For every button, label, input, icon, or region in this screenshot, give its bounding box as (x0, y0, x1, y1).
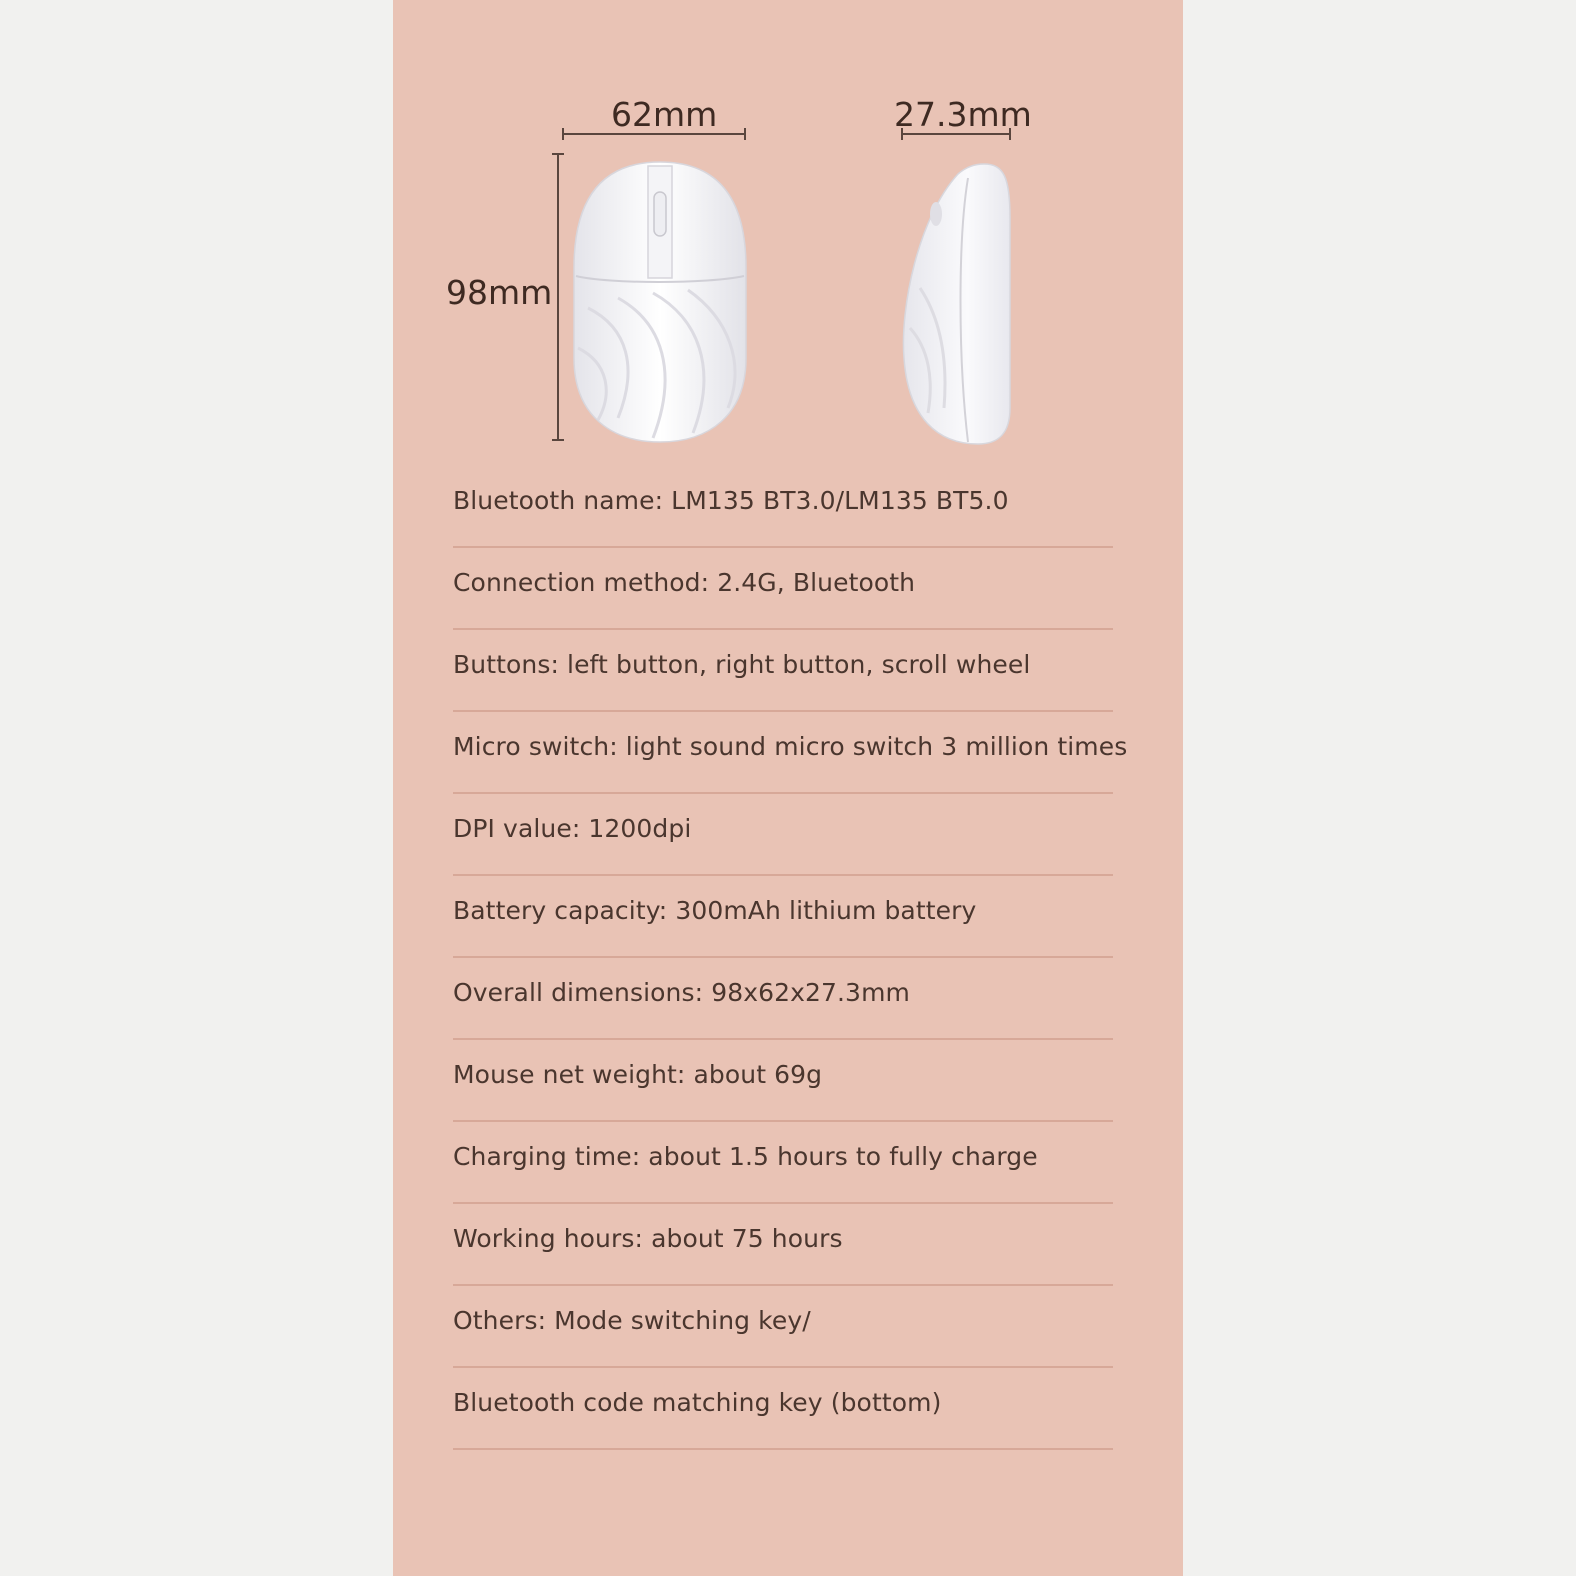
dimension-lines (0, 0, 1576, 460)
spec-row (453, 1368, 1113, 1450)
spec-text: Overall dimensions: 98x62x27.3mm (453, 978, 910, 1007)
spec-text: Others: Mode switching key/ (453, 1306, 811, 1335)
spec-row (453, 794, 1113, 876)
spec-text: Mouse net weight: about 69g (453, 1060, 823, 1089)
mouse-top-view-image (568, 158, 752, 448)
spec-row (453, 1286, 1113, 1368)
spec-text: DPI value: 1200dpi (453, 814, 692, 843)
spec-text: Bluetooth name: LM135 BT3.0/LM135 BT5.0 (453, 486, 1009, 515)
spec-row (453, 548, 1113, 630)
spec-text: Connection method: 2.4G, Bluetooth (453, 568, 916, 597)
spec-text: Battery capacity: 300mAh lithium battery (453, 896, 977, 925)
spec-text: Bluetooth code matching key (bottom) (453, 1388, 942, 1417)
spec-row (453, 876, 1113, 958)
width-label: 62mm (611, 95, 718, 134)
spec-row (453, 1122, 1113, 1204)
mouse-side-view-image (898, 158, 1016, 448)
spec-list (453, 466, 1128, 1450)
height-label: 98mm (446, 273, 553, 312)
spec-row (453, 466, 1113, 548)
depth-label: 27.3mm (894, 95, 1032, 134)
spec-row (453, 1204, 1113, 1286)
spec-row (453, 1040, 1113, 1122)
spec-text: Buttons: left button, right button, scroll wheel (453, 650, 1031, 679)
spec-text: Charging time: about 1.5 hours to fully charge (453, 1142, 1038, 1171)
spec-text: Working hours: about 75 hours (453, 1224, 843, 1253)
spec-row (453, 630, 1113, 712)
spec-row (453, 712, 1128, 794)
spec-row (453, 958, 1113, 1040)
spec-text: Micro switch: light sound micro switch 3 million times (453, 732, 1128, 761)
